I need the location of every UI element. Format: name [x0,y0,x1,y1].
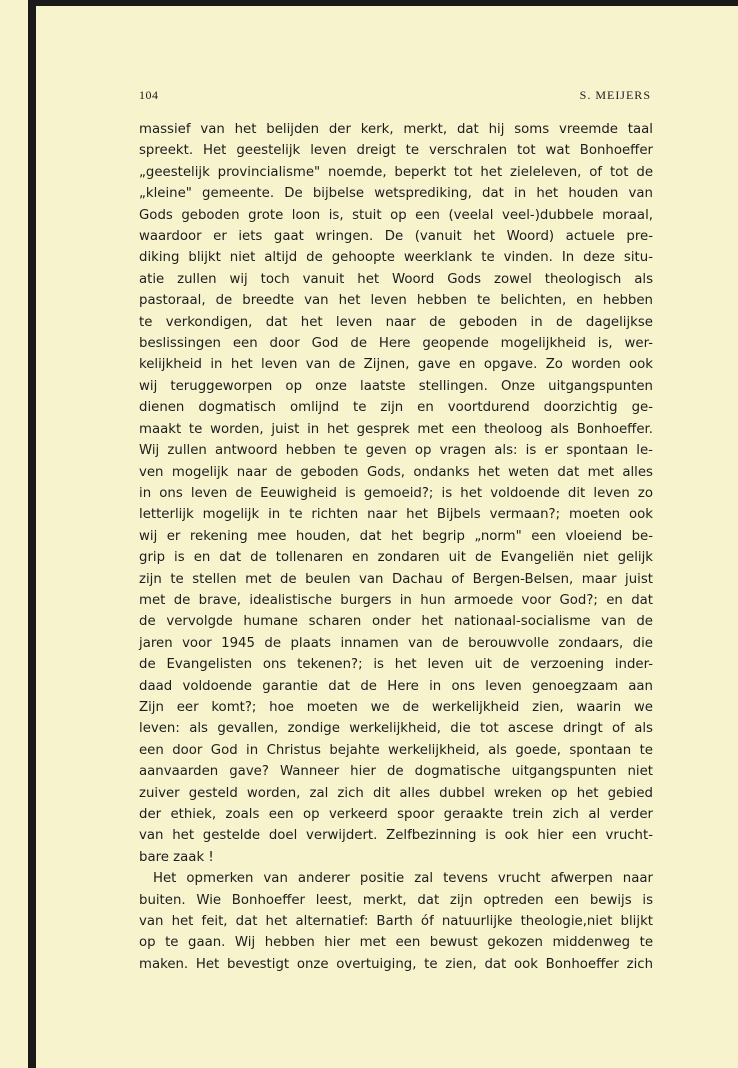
text-line: dienen dogmatisch omlijnd te zijn en voortdurend doorzichtig ge- [139,400,653,416]
text-line: maakt te worden, juist in het gesprek met een theoloog als Bonhoeffer. [139,421,653,437]
text-line: pastoraal, de breedte van het leven hebben te belichten, en hebben [139,293,653,309]
text-line: diking blijkt niet altijd de gehoopte weerklank te vinden. In deze situ- [139,250,653,266]
text-line: een door God in Christus bejahte werkelijkheid, als goede, spontaan te [139,742,653,758]
text-line: massief van het belijden der kerk, merkt, dat hij soms vreemde taal [139,122,653,137]
text-line: atie zullen wij toch vanuit het Woord Gods zowel theologisch als [139,271,653,287]
text-line: maken. Het bevestigt onze overtuiging, te zien, dat ook Bonhoeffer zich [139,956,653,972]
scan-border-top [34,0,738,6]
text-line: zuiver gesteld worden, zal zich dit alles dubbel wreken op het gebied [139,785,653,801]
text-line: letterlijk mogelijk in te richten naar het Bijbels vermaan?; moeten ook [139,507,653,523]
text-line: „kleine" gemeente. De bijbelse wetsprediking, dat in het houden van [139,186,653,202]
text-line: spreekt. Het geestelijk leven dreigt te verschralen tot wat Bonhoeffer [139,143,653,159]
text-line: te verkondigen, dat het leven naar de geboden in de dagelijkse [139,314,653,330]
text-line: waardoor er iets gaat wringen. De (vanuit het Woord) actuele pre- [139,229,653,245]
text-line: Gods geboden grote loon is, stuit op een (veelal veel-)dubbele moraal, [139,207,653,223]
text-line: de Evangelisten ons tekenen?; is het leven uit de verzoening inder- [139,657,653,673]
text-line: grip is en dat de tollenaren en zondaren uit de Evangeliën niet gelijk [139,550,653,566]
scan-border-left [28,0,36,1068]
text-line: Zijn eer komt?; hoe moeten we de werkelijkheid zien, waarin we [139,699,653,715]
text-line: bare zaak ! [139,849,214,865]
text-line: beslissingen een door God de Here geopende mogelijkheid is, wer- [139,336,653,352]
text-line: Wij zullen antwoord hebben te geven op vragen als: is er spontaan le- [139,443,653,459]
text-line: de vervolgde humane scharen onder het nationaal-socialisme van de [139,614,653,630]
page-number: 104 [139,88,159,102]
text-line: der ethiek, zoals een op verkeerd spoor geraakte trein zich al verder [139,807,653,822]
body-text [139,119,653,975]
text-line: van het feit, dat het alternatief: Barth óf natuurlijke theologie,niet blijkt [139,914,653,930]
text-line: wij er rekening mee houden, dat het begrip „norm" een vloeiend be- [139,528,653,544]
text-line: ven mogelijk naar de geboden Gods, ondanks het weten dat met alles [139,464,653,480]
text-line: met de brave, idealistische burgers in hun armoede voor God?; en dat [139,592,653,608]
text-line: zijn te stellen met de beulen van Dachau of Bergen-Belsen, maar juist [139,571,653,587]
text-line: wij teruggeworpen op onze laatste stellingen. Onze uitgangspunten [139,378,653,394]
text-line: in ons leven de Eeuwigheid is gemoeid?; is het voldoende dit leven zo [139,485,653,501]
text-line: „geestelijk provincialisme" noemde, beperkt tot het zieleleven, of tot de [139,164,653,180]
text-line: buiten. Wie Bonhoeffer leest, merkt, dat zijn optreden een bewijs is [139,892,653,908]
text-line: kelijkheid in het leven van de Zijnen, gave en opgave. Zo worden ook [139,357,653,373]
text-line: leven: als gevallen, zondige werkelijkheid, die tot ascese dringt of als [139,721,653,737]
text-line: van het gestelde doel verwijdert. Zelfbezinning is ook hier een vrucht- [139,828,653,844]
text-line: op te gaan. Wij hebben hier met een bewust gekozen middenweg te [139,935,653,951]
text-line: Het opmerken van anderer positie zal tevens vrucht afwerpen naar [153,871,653,887]
text-line: aanvaarden gave? Wanneer hier de dogmatische uitgangspunten niet [139,764,653,780]
text-line: jaren voor 1945 de plaats innamen van de berouwvolle zondaars, die [139,635,653,651]
running-head: S. MEIJERS [579,88,651,102]
text-line: daad voldoende garantie dat de Here in ons leven genoegzaam aan [139,678,653,694]
